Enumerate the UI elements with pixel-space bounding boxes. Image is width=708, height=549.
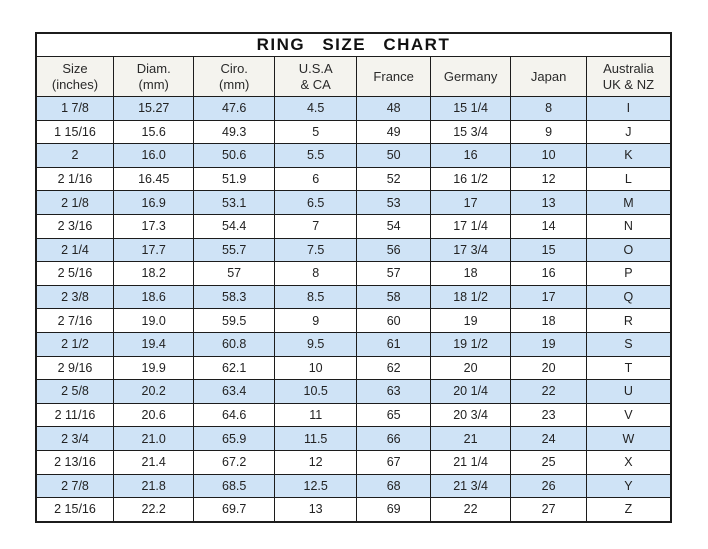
table-cell-germany: 20 3/4 [430, 403, 510, 427]
table-cell-size-inches: 2 7/16 [36, 309, 113, 333]
table-cell-ciro-mm: 67.2 [194, 450, 274, 474]
ring-size-chart-table [35, 32, 672, 523]
table-cell-ciro-mm: 60.8 [194, 332, 274, 356]
table-cell-france: 65 [357, 403, 430, 427]
table-row [36, 238, 671, 262]
table-cell-usa-ca: 8 [274, 262, 357, 286]
table-cell-diam-mm: 20.6 [113, 403, 193, 427]
table-cell-france: 62 [357, 356, 430, 380]
table-cell-usa-ca: 10 [274, 356, 357, 380]
table-cell-australia-uk-nz: J [586, 120, 671, 144]
table-cell-australia-uk-nz: P [586, 262, 671, 286]
table-cell-diam-mm: 16.0 [113, 144, 193, 168]
table-cell-japan: 26 [511, 474, 586, 498]
table-cell-france: 58 [357, 285, 430, 309]
table-cell-australia-uk-nz: N [586, 214, 671, 238]
table-cell-diam-mm: 19.0 [113, 309, 193, 333]
table-cell-germany: 17 1/4 [430, 214, 510, 238]
table-cell-france: 53 [357, 191, 430, 215]
table-cell-germany: 17 [430, 191, 510, 215]
table-cell-size-inches: 2 5/8 [36, 380, 113, 404]
table-cell-australia-uk-nz: V [586, 403, 671, 427]
column-header-diam-mm: Diam. (mm) [113, 57, 193, 97]
table-cell-size-inches: 2 1/16 [36, 167, 113, 191]
table-cell-size-inches: 2 1/2 [36, 332, 113, 356]
column-header-australia-uk-nz: Australia UK & NZ [586, 57, 671, 97]
table-cell-usa-ca: 6 [274, 167, 357, 191]
table-cell-japan: 22 [511, 380, 586, 404]
table-row [36, 309, 671, 333]
table-cell-ciro-mm: 54.4 [194, 214, 274, 238]
table-cell-size-inches: 2 3/4 [36, 427, 113, 451]
table-cell-australia-uk-nz: K [586, 144, 671, 168]
table-cell-germany: 18 [430, 262, 510, 286]
table-cell-usa-ca: 11.5 [274, 427, 357, 451]
table-cell-size-inches: 2 1/4 [36, 238, 113, 262]
table-cell-france: 50 [357, 144, 430, 168]
table-cell-france: 57 [357, 262, 430, 286]
table-cell-france: 61 [357, 332, 430, 356]
table-cell-size-inches: 2 13/16 [36, 450, 113, 474]
table-cell-diam-mm: 17.7 [113, 238, 193, 262]
table-cell-ciro-mm: 57 [194, 262, 274, 286]
table-cell-japan: 9 [511, 120, 586, 144]
table-cell-size-inches: 2 [36, 144, 113, 168]
table-cell-usa-ca: 8.5 [274, 285, 357, 309]
table-cell-ciro-mm: 55.7 [194, 238, 274, 262]
table-cell-japan: 25 [511, 450, 586, 474]
table-cell-usa-ca: 5 [274, 120, 357, 144]
table-cell-ciro-mm: 53.1 [194, 191, 274, 215]
table-row [36, 498, 671, 522]
table-cell-australia-uk-nz: O [586, 238, 671, 262]
table-cell-germany: 17 3/4 [430, 238, 510, 262]
table-cell-size-inches: 2 15/16 [36, 498, 113, 522]
table-cell-france: 48 [357, 97, 430, 121]
table-row [36, 474, 671, 498]
table-cell-japan: 23 [511, 403, 586, 427]
table-cell-size-inches: 2 5/16 [36, 262, 113, 286]
table-cell-australia-uk-nz: R [586, 309, 671, 333]
column-header-usa-ca: U.S.A & CA [274, 57, 357, 97]
table-cell-diam-mm: 16.9 [113, 191, 193, 215]
table-cell-ciro-mm: 64.6 [194, 403, 274, 427]
table-row [36, 285, 671, 309]
table-cell-diam-mm: 16.45 [113, 167, 193, 191]
table-row [36, 191, 671, 215]
table-cell-diam-mm: 22.2 [113, 498, 193, 522]
table-cell-usa-ca: 13 [274, 498, 357, 522]
table-cell-japan: 20 [511, 356, 586, 380]
table-cell-size-inches: 2 1/8 [36, 191, 113, 215]
table-cell-australia-uk-nz: L [586, 167, 671, 191]
table-cell-size-inches: 2 9/16 [36, 356, 113, 380]
table-cell-australia-uk-nz: W [586, 427, 671, 451]
table-cell-diam-mm: 15.27 [113, 97, 193, 121]
table-cell-australia-uk-nz: M [586, 191, 671, 215]
table-cell-australia-uk-nz: Y [586, 474, 671, 498]
table-cell-france: 49 [357, 120, 430, 144]
table-cell-diam-mm: 21.4 [113, 450, 193, 474]
table-cell-australia-uk-nz: T [586, 356, 671, 380]
table-cell-diam-mm: 17.3 [113, 214, 193, 238]
table-cell-usa-ca: 10.5 [274, 380, 357, 404]
table-cell-germany: 22 [430, 498, 510, 522]
table-cell-size-inches: 2 3/16 [36, 214, 113, 238]
table-body [36, 97, 671, 522]
table-cell-usa-ca: 9.5 [274, 332, 357, 356]
table-cell-size-inches: 1 7/8 [36, 97, 113, 121]
table-row [36, 214, 671, 238]
table-cell-diam-mm: 18.6 [113, 285, 193, 309]
table-cell-ciro-mm: 50.6 [194, 144, 274, 168]
table-cell-germany: 16 [430, 144, 510, 168]
table-cell-germany: 21 3/4 [430, 474, 510, 498]
table-cell-france: 63 [357, 380, 430, 404]
table-cell-germany: 18 1/2 [430, 285, 510, 309]
table-cell-germany: 20 [430, 356, 510, 380]
table-cell-ciro-mm: 58.3 [194, 285, 274, 309]
table-cell-japan: 13 [511, 191, 586, 215]
table-cell-france: 68 [357, 474, 430, 498]
table-cell-germany: 21 1/4 [430, 450, 510, 474]
table-cell-diam-mm: 18.2 [113, 262, 193, 286]
table-row [36, 120, 671, 144]
table-cell-ciro-mm: 47.6 [194, 97, 274, 121]
column-header-size-inches: Size (inches) [36, 57, 113, 97]
table-cell-australia-uk-nz: Z [586, 498, 671, 522]
table-cell-germany: 19 [430, 309, 510, 333]
title-row [36, 33, 671, 57]
table-cell-japan: 10 [511, 144, 586, 168]
table-cell-ciro-mm: 49.3 [194, 120, 274, 144]
table-row [36, 332, 671, 356]
column-header-germany: Germany [430, 57, 510, 97]
table-row [36, 427, 671, 451]
table-cell-size-inches: 2 11/16 [36, 403, 113, 427]
table-cell-australia-uk-nz: Q [586, 285, 671, 309]
table-cell-japan: 17 [511, 285, 586, 309]
table-cell-diam-mm: 21.8 [113, 474, 193, 498]
table-cell-ciro-mm: 68.5 [194, 474, 274, 498]
table-cell-ciro-mm: 62.1 [194, 356, 274, 380]
table-cell-japan: 16 [511, 262, 586, 286]
table-cell-france: 66 [357, 427, 430, 451]
table-cell-diam-mm: 20.2 [113, 380, 193, 404]
table-cell-australia-uk-nz: X [586, 450, 671, 474]
table-row [36, 403, 671, 427]
table-cell-ciro-mm: 51.9 [194, 167, 274, 191]
table-cell-france: 60 [357, 309, 430, 333]
table-cell-germany: 21 [430, 427, 510, 451]
table-cell-france: 54 [357, 214, 430, 238]
table-cell-usa-ca: 12.5 [274, 474, 357, 498]
table-cell-usa-ca: 9 [274, 309, 357, 333]
table-cell-australia-uk-nz: I [586, 97, 671, 121]
table-cell-usa-ca: 7.5 [274, 238, 357, 262]
table-cell-usa-ca: 7 [274, 214, 357, 238]
table-row [36, 262, 671, 286]
table-cell-usa-ca: 11 [274, 403, 357, 427]
table-cell-size-inches: 2 7/8 [36, 474, 113, 498]
table-cell-usa-ca: 6.5 [274, 191, 357, 215]
table-cell-france: 56 [357, 238, 430, 262]
table-cell-france: 52 [357, 167, 430, 191]
table-cell-diam-mm: 15.6 [113, 120, 193, 144]
table-cell-japan: 12 [511, 167, 586, 191]
table-cell-ciro-mm: 69.7 [194, 498, 274, 522]
table-cell-japan: 8 [511, 97, 586, 121]
column-header-ciro-mm: Ciro. (mm) [194, 57, 274, 97]
table-cell-germany: 15 1/4 [430, 97, 510, 121]
table-cell-ciro-mm: 65.9 [194, 427, 274, 451]
table-cell-australia-uk-nz: U [586, 380, 671, 404]
table-cell-diam-mm: 21.0 [113, 427, 193, 451]
chart-title: RING SIZE CHART [36, 33, 671, 57]
table-cell-germany: 20 1/4 [430, 380, 510, 404]
table-cell-japan: 15 [511, 238, 586, 262]
table-cell-japan: 19 [511, 332, 586, 356]
table-cell-germany: 15 3/4 [430, 120, 510, 144]
header-row [36, 57, 671, 97]
table-row [36, 97, 671, 121]
table-cell-usa-ca: 4.5 [274, 97, 357, 121]
table-row [36, 380, 671, 404]
table-row [36, 167, 671, 191]
table-cell-japan: 24 [511, 427, 586, 451]
table-cell-diam-mm: 19.4 [113, 332, 193, 356]
table-cell-usa-ca: 12 [274, 450, 357, 474]
table-row [36, 144, 671, 168]
table-cell-ciro-mm: 59.5 [194, 309, 274, 333]
table-cell-usa-ca: 5.5 [274, 144, 357, 168]
table-cell-germany: 19 1/2 [430, 332, 510, 356]
table-cell-australia-uk-nz: S [586, 332, 671, 356]
table-cell-diam-mm: 19.9 [113, 356, 193, 380]
table-cell-france: 67 [357, 450, 430, 474]
column-header-japan: Japan [511, 57, 586, 97]
table-cell-japan: 14 [511, 214, 586, 238]
table-cell-japan: 27 [511, 498, 586, 522]
table-cell-france: 69 [357, 498, 430, 522]
table-row [36, 450, 671, 474]
table-cell-germany: 16 1/2 [430, 167, 510, 191]
table-head [36, 33, 671, 97]
table-cell-size-inches: 1 15/16 [36, 120, 113, 144]
table-cell-japan: 18 [511, 309, 586, 333]
table-cell-size-inches: 2 3/8 [36, 285, 113, 309]
table-cell-ciro-mm: 63.4 [194, 380, 274, 404]
table-row [36, 356, 671, 380]
column-header-france: France [357, 57, 430, 97]
